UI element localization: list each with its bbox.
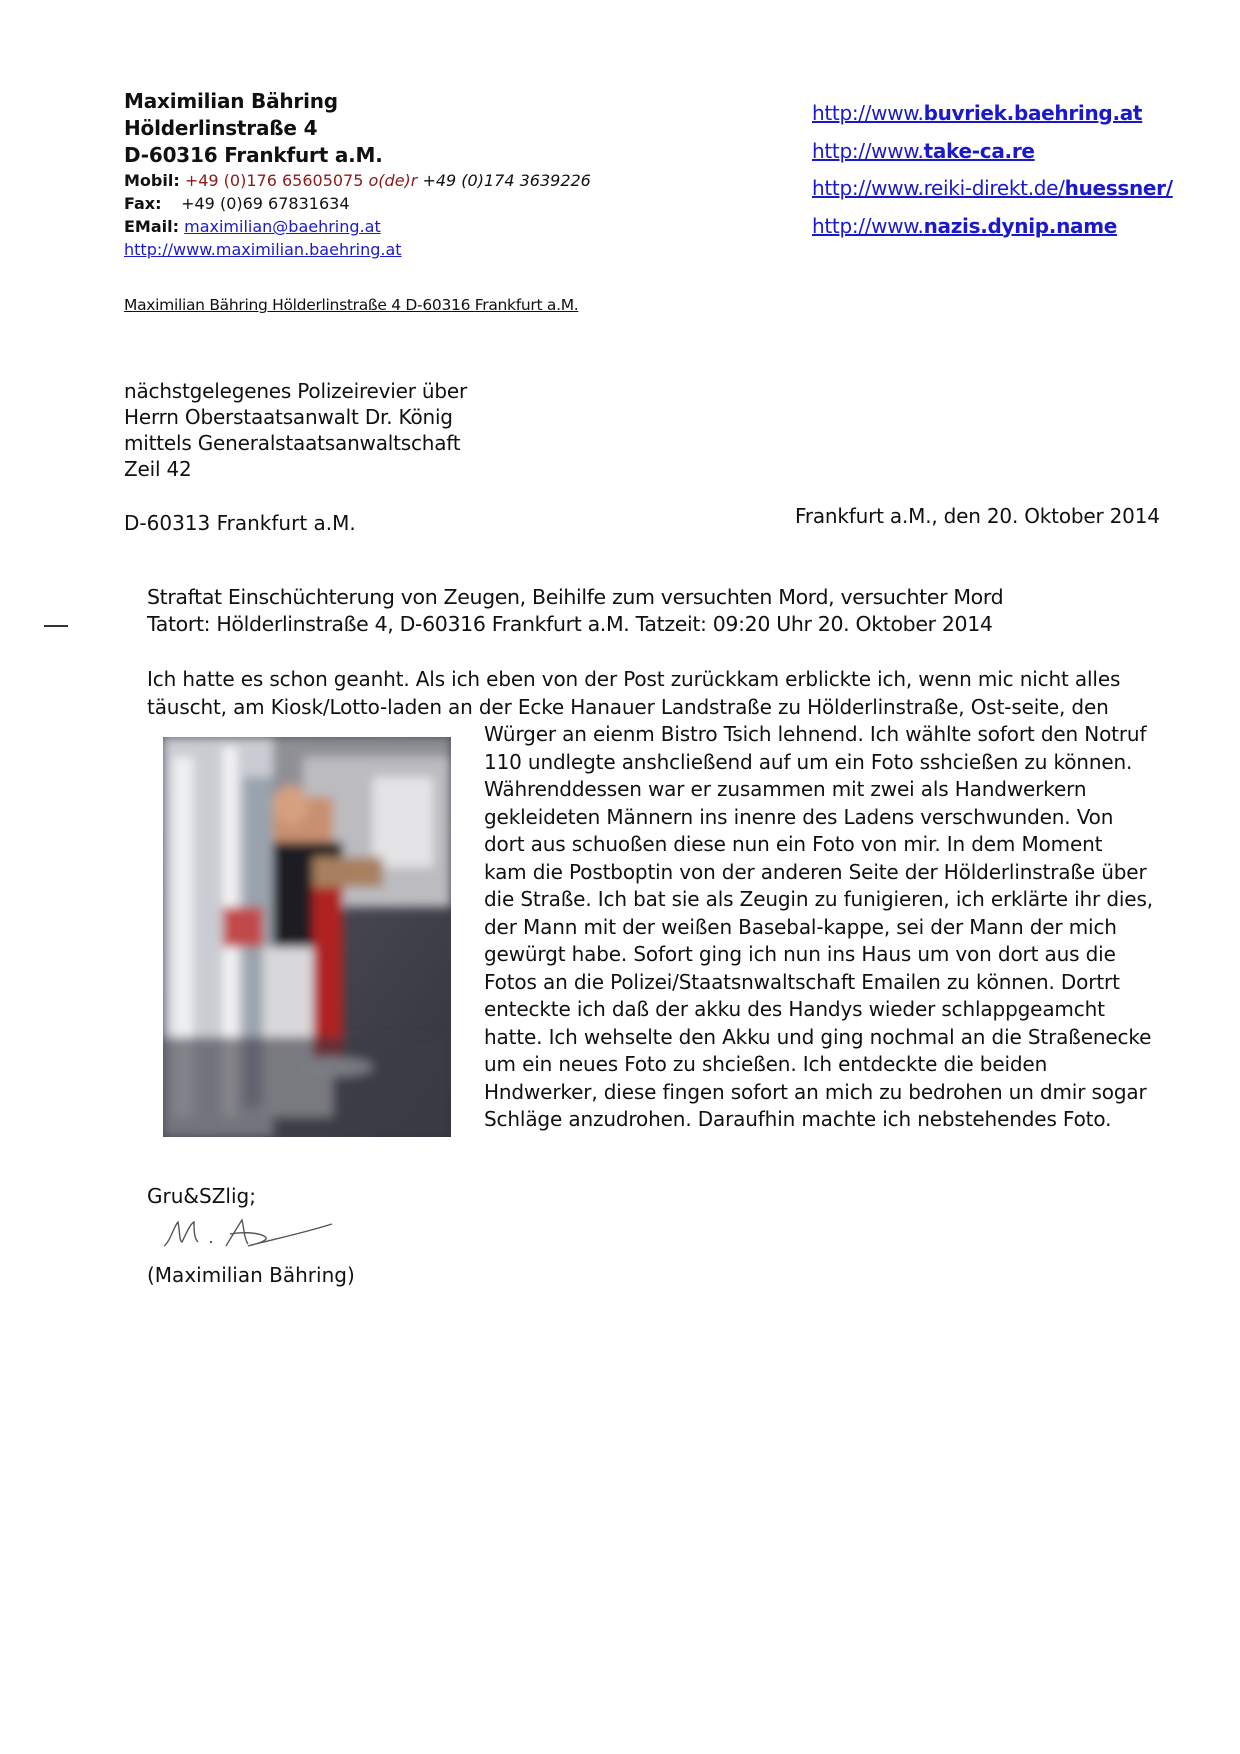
sender-website-line bbox=[124, 238, 684, 261]
email-link[interactable]: maximilian@baehring.at bbox=[184, 217, 381, 236]
subject-block bbox=[147, 584, 1003, 638]
recipient-line: Zeil 42 bbox=[124, 457, 192, 481]
signature-name: (Maximilian Bähring) bbox=[147, 1263, 355, 1287]
subject-line: Straftat Einschüchterung von Zeugen, Beihilfe zum versuchten Mord, versuchter Mord bbox=[147, 585, 1004, 609]
recipient-line: nächstgelegenes Polizeirevier über bbox=[124, 379, 468, 403]
link-take-care[interactable]: http://www.take-ca.re bbox=[812, 138, 1035, 163]
body-line: Hndwerker, diese fingen sofort an mich zu bedrohen un dmir sogar bbox=[484, 1079, 1147, 1104]
body-line: dort aus schuoßen diese nun ein Foto von mir. In dem Moment bbox=[484, 832, 1103, 856]
recipient-zip-city: D-60313 Frankfurt a.M. bbox=[124, 511, 356, 535]
body-line: Würger an eienm Bistro Tsich lehnend. Ich wählte sofort den Notruf bbox=[484, 722, 1147, 746]
subject-line: Tatort: Hölderlinstraße 4, D-60316 Frankfurt a.M. Tatzeit: 09:20 Uhr 20. Oktober 2014 bbox=[147, 612, 993, 636]
recipient-line: mittels Generalstaatsanwaltschaft bbox=[124, 431, 461, 455]
body-line: gewürgt habe. Sofort ging ich nun ins Haus um von dort aus die bbox=[484, 942, 1116, 966]
link-reiki[interactable]: http://www.reiki-direkt.de/huessner/ bbox=[812, 176, 1173, 200]
greeting: Gru&SZlig; bbox=[147, 1184, 256, 1208]
sender-street: Hölderlinstraße 4 bbox=[124, 116, 318, 140]
body-line: um ein neues Foto zu shcießen. Ich entdeckte die beiden bbox=[484, 1052, 1048, 1076]
fold-mark bbox=[44, 625, 68, 627]
recipient-block bbox=[124, 378, 467, 482]
mobile-label: Mobil: bbox=[124, 171, 180, 190]
letter-date: Frankfurt a.M., den 20. Oktober 2014 bbox=[795, 504, 1160, 528]
link-nazis[interactable]: http://www.nazis.dynip.name bbox=[812, 213, 1118, 238]
body-line: Währenddessen war er zusammen mit zwei als Handwerkern bbox=[484, 777, 1087, 801]
website-link[interactable]: http://www.maximilian.baehring.at bbox=[124, 240, 402, 259]
sender-fax-line bbox=[124, 192, 684, 215]
sender-city: D-60316 Frankfurt a.M. bbox=[124, 143, 383, 167]
sender-email-line bbox=[124, 215, 684, 238]
sender-name: Maximilian Bähring bbox=[124, 89, 338, 113]
links-block bbox=[812, 95, 1232, 245]
body-line: 110 undlegte anshcließend auf um ein Foto sshcießen zu können. bbox=[484, 749, 1133, 774]
body-line: Schläge anzudrohen. Daraufhin machte ich nebstehendes Foto. bbox=[484, 1107, 1112, 1131]
photo-image bbox=[163, 737, 451, 1137]
body-intro bbox=[147, 666, 1127, 721]
body-line: die Straße. Ich bat sie als Zeugin zu funigieren, ich erklärte ihr dies, bbox=[484, 887, 1153, 911]
body-line: täuscht, am Kiosk/Lotto-laden an der Ecke Hanauer Landstraße zu Hölderlinstraße, Ost-seite, den bbox=[147, 694, 1109, 719]
body-line: kam die Postboptin von der anderen Seite der Hölderlinstraße über bbox=[484, 859, 1147, 884]
mobile-number-2: +49 (0)174 3639226 bbox=[422, 171, 591, 190]
fax-label: Fax: bbox=[124, 194, 162, 213]
body-line: Fotos an die Polizei/Staatsnwaltschaft Emailen zu können. Dortrt bbox=[484, 969, 1120, 994]
return-address: Maximilian Bähring Hölderlinstraße 4 D-60316 Frankfurt a.M. bbox=[124, 296, 579, 314]
handwritten-signature bbox=[160, 1212, 350, 1258]
recipient-line: Herrn Oberstaatsanwalt Dr. König bbox=[124, 405, 453, 429]
body-line: der Mann mit der weißen Basebal-kappe, sei der Mann der mich bbox=[484, 914, 1117, 939]
blurred-photo bbox=[163, 737, 451, 1137]
sender-block bbox=[124, 88, 684, 261]
link-buvriek[interactable]: http://www.buvriek.baehring.at bbox=[812, 101, 1143, 125]
body-line: hatte. Ich wehselte den Akku und ging nochmal an die Straßenecke bbox=[484, 1024, 1152, 1049]
sender-mobile-line bbox=[124, 169, 684, 192]
body-line: enteckte ich daß der akku des Handys wieder schlappgeamcht bbox=[484, 997, 1105, 1021]
fax-number: +49 (0)69 67831634 bbox=[181, 194, 350, 213]
body-line: Ich hatte es schon geanht. Als ich eben von der Post zurückkam erblickte ich, wenn mic nicht alles bbox=[147, 667, 1121, 691]
mobile-number-1: +49 (0)176 65605075 bbox=[184, 171, 364, 190]
mobile-or: o(de)r bbox=[368, 171, 418, 190]
body-line: gekleideten Männern ins inenre des Ladens verschwunden. Von bbox=[484, 804, 1114, 829]
body-wrapped bbox=[484, 721, 1164, 1134]
email-label: EMail: bbox=[124, 217, 180, 236]
